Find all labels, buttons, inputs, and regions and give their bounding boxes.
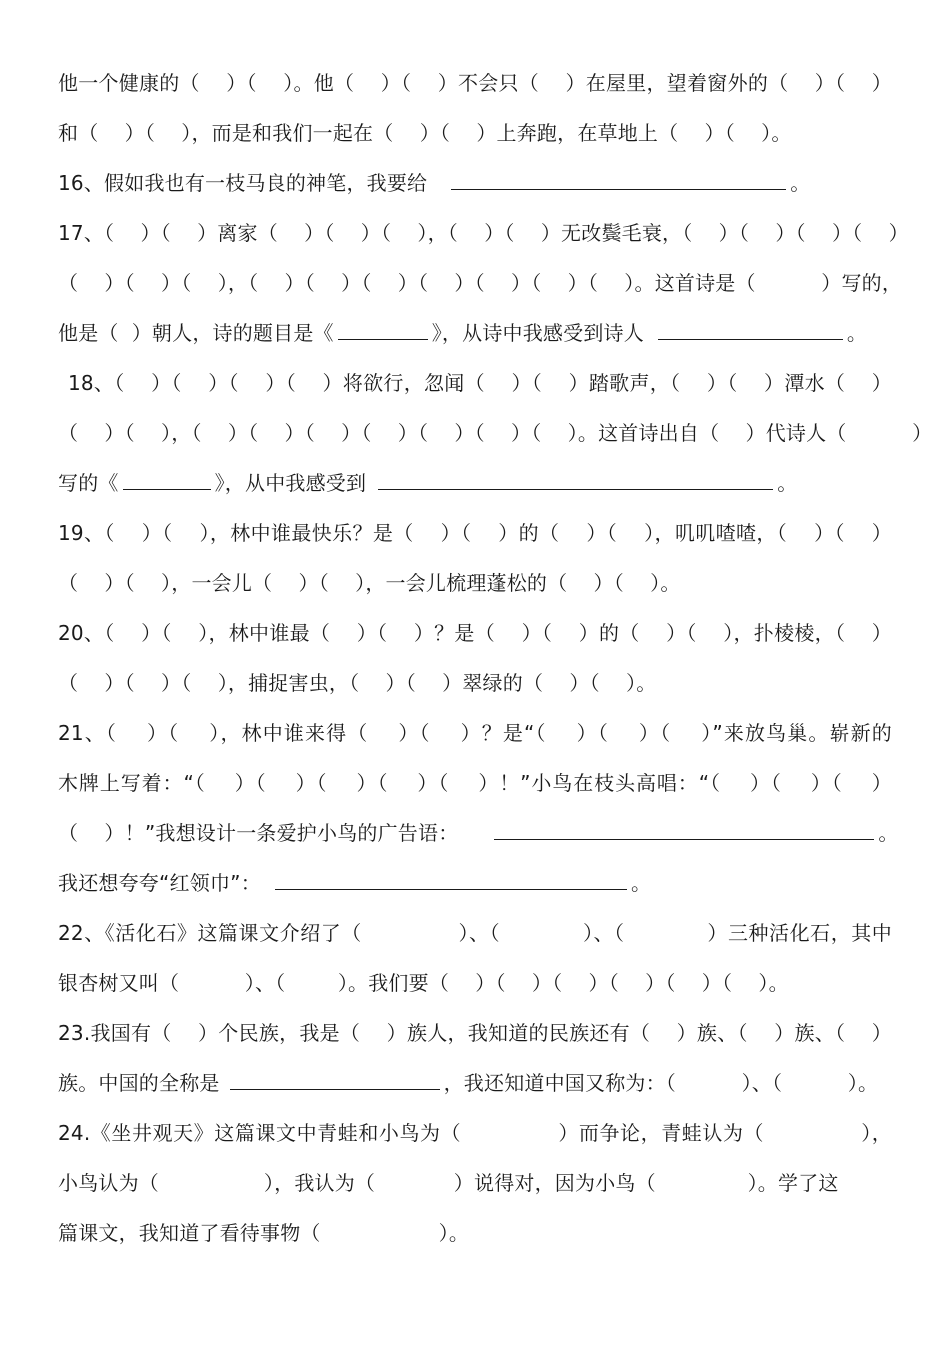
punctuation: 。 (790, 171, 811, 195)
question-21: 21、（ ）（ ），林中谁来得（ ）（ ）？是“（ ）（ ）（ ）”来放鸟巢。崭新的 (58, 721, 892, 745)
question-text: 他是（ ）朝人，诗的题目是《 (58, 321, 334, 345)
punctuation: 。 (777, 471, 798, 495)
text-line: 篇课文，我知道了看待事物（ ）。 (58, 1221, 470, 1245)
question-text: 》，从诗中我感受到诗人 (431, 321, 644, 345)
text-line: （ ）（ ），（ ）（ ）（ ）（ ）（ ）（ ）（ ）。这首诗出自（ ）代诗人（ ） (58, 421, 933, 445)
question-text: 我还想夸夸“红领巾”： (58, 871, 261, 895)
poem-title-blank[interactable] (123, 469, 211, 490)
answer-blank[interactable] (658, 319, 843, 340)
answer-blank[interactable] (275, 869, 627, 890)
question-text: 》，从中我感受到 (214, 471, 367, 495)
question-text: ，我还知道中国又称为：（ ）、（ ）。 (443, 1071, 879, 1095)
question-22: 22、《活化石》这篇课文介绍了（ ）、（ ）、（ ）三种活化石，其中 (58, 921, 892, 945)
text-line: 小鸟认为（ ），我认为（ ）说得对，因为小鸟（ ）。学了这 (58, 1171, 839, 1195)
question-24: 24.《坐井观天》这篇课文中青蛙和小鸟为（ ）而争论，青蛙认为（ ）， (58, 1121, 892, 1145)
question-16 (58, 168, 892, 198)
punctuation: 。 (846, 321, 868, 345)
question-20: 20、（ ）（ ），林中谁最（ ）（ ）？是（ ）（ ）的（ ）（ ），扑棱棱，（ ） (58, 621, 892, 645)
question-text: 写的《 (58, 471, 119, 495)
text-line (58, 468, 892, 498)
text-line (58, 318, 892, 348)
question-text: 族。中国的全称是 (58, 1071, 220, 1095)
text-line: 木牌上写着：“（ ）（ ）（ ）（ ）（ ）！”小鸟在枝头高唱：“（ ）（ ）（ ） (58, 771, 892, 795)
question-19: 19、（ ）（ ），林中谁最快乐？是（ ）（ ）的（ ）（ ），叽叽喳喳，（ ）（ ） (58, 521, 892, 545)
question-17: 17、（ ）（ ）离家（ ）（ ）（ ），（ ）（ ）无改鬓毛衰，（ ）（ ）（ ）（ ） (58, 221, 909, 245)
punctuation: 。 (630, 871, 652, 895)
country-name-blank[interactable] (230, 1069, 440, 1090)
answer-blank[interactable] (378, 469, 773, 490)
answer-blank[interactable] (451, 169, 786, 190)
question-text: （ ）！”我想设计一条爱护小鸟的广告语： (58, 821, 459, 845)
text-line: 银杏树又叫（ ）、（ ）。我们要（ ）（ ）（ ）（ ）（ ）（ ）。 (58, 971, 789, 995)
text-line: 他一个健康的（ ）（ ）。他（ ）（ ）不会只（ ）在屋里，望着窗外的（ ）（ ） (58, 71, 892, 95)
text-line: （ ）（ ），一会儿（ ）（ ），一会儿梳理蓬松的（ ）（ ）。 (58, 571, 681, 595)
text-line: （ ）（ ）（ ），（ ）（ ）（ ）（ ）（ ）（ ）（ ）。这首诗是（ ）写的， (58, 271, 903, 295)
question-18: 18、（ ）（ ）（ ）（ ）将欲行，忽闻（ ）（ ）踏歌声，（ ）（ ）潭水（ ） (68, 371, 892, 395)
punctuation: 。 (878, 821, 899, 845)
slogan-blank[interactable] (494, 819, 874, 840)
text-line (58, 1068, 892, 1098)
poem-title-blank[interactable] (338, 319, 428, 340)
text-line (58, 818, 899, 848)
question-text: 16、假如我也有一枝马良的神笔，我要给 (58, 171, 428, 195)
text-line (58, 868, 892, 898)
question-23: 23.我国有（ ）个民族，我是（ ）族人，我知道的民族还有（ ）族、（ ）族、（ ） (58, 1021, 892, 1045)
text-line: 和（ ）（ ），而是和我们一起在（ ）（ ）上奔跑，在草地上（ ）（ ）。 (58, 121, 792, 145)
text-line: （ ）（ ）（ ），捕捉害虫，（ ）（ ）翠绿的（ ）（ ）。 (58, 671, 657, 695)
